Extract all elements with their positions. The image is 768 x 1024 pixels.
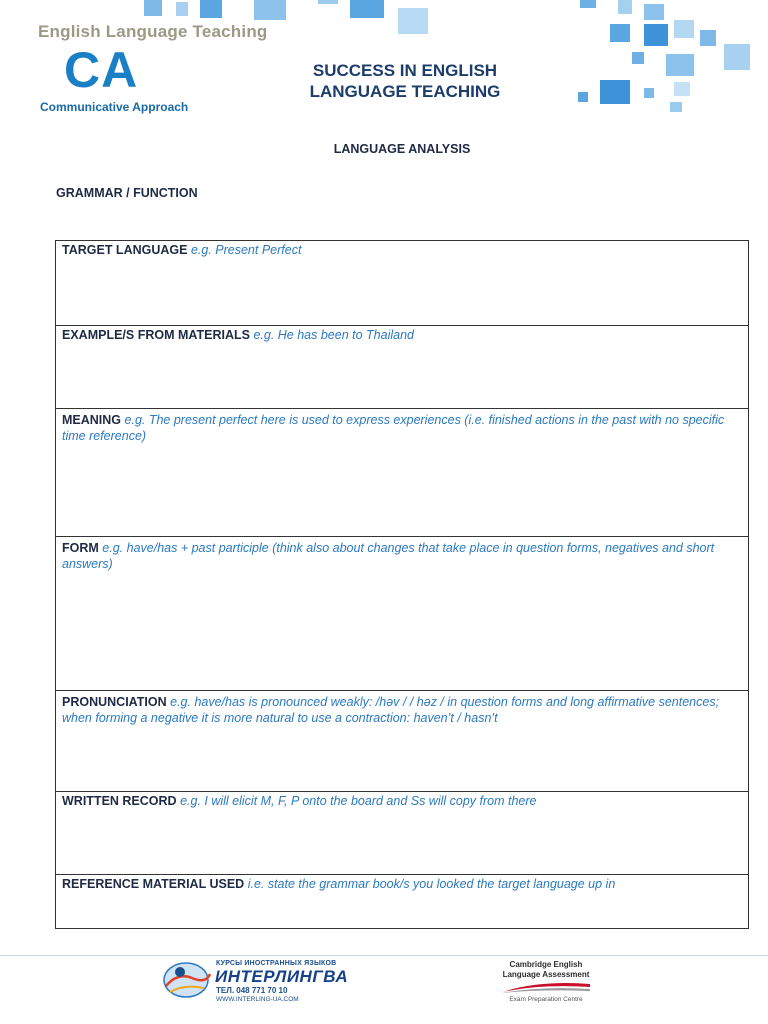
row-label: WRITTEN RECORD [62,794,177,808]
deco-square [318,0,338,4]
deco-square [350,0,384,18]
cambridge-swoosh-icon [500,980,592,994]
deco-square [644,24,668,46]
footer-divider [0,955,768,956]
interlingua-website: WWW.INTERLING-UA.COM [216,996,299,1003]
row-label: PRONUNCIATION [62,695,167,709]
deco-square [578,92,588,102]
analysis-table [55,240,749,929]
deco-square [254,0,286,20]
row-form[interactable] [56,536,748,690]
row-example: i.e. state the grammar book/s you looked the target language up in [247,877,616,891]
deco-square [700,30,716,46]
deco-square [674,82,690,96]
deco-square [144,0,162,16]
deco-square [618,0,632,14]
row-reference-material[interactable] [56,874,748,928]
interlingua-tagline: КУРСЫ ИНОСТРАННЫХ ЯЗЫКОВ [216,960,337,967]
row-pronunciation[interactable] [56,690,748,791]
document-title: LANGUAGE ANALYSIS [333,142,471,156]
headline-line-2: LANGUAGE TEACHING [309,82,501,101]
interlingua-name: ИНТЕРЛИНГВА [215,967,349,986]
interlingua-globe-icon [160,958,212,1000]
deco-square [580,0,596,8]
cambridge-logo-line-2: Language Assessment [502,970,590,979]
row-example: e.g. have/has is pronounced weakly: /həv / / həz / in question forms and long affirmative sentences; when forming a negative it is more natural to use a contraction: haven’t / hasn’t [62,695,720,725]
ca-logo: CA [64,42,139,98]
decorative-squares-right [570,0,768,120]
brand-subtitle: Communicative Approach [40,100,189,114]
row-example: e.g. I will elicit M, F, P onto the board and Ss will copy from there [180,794,537,808]
deco-square [600,80,630,104]
deco-square [632,52,644,64]
row-label: MEANING [62,413,122,427]
deco-square [644,4,664,20]
deco-square [724,44,750,70]
deco-square [176,2,188,16]
deco-square [200,0,222,18]
row-target-language[interactable] [56,241,748,325]
section-label: GRAMMAR / FUNCTION [56,186,198,200]
deco-square [644,88,654,98]
headline-line-1: SUCCESS IN ENGLISH [312,61,498,80]
row-example: e.g. He has been to Thailand [253,328,414,342]
brand-tagline: English Language Teaching [38,22,268,41]
interlingua-phone: ТЕЛ. 048 771 70 10 [216,986,288,995]
row-example: e.g. have/has + past participle (think also about changes that take place in question forms, negatives and short answers) [62,541,715,571]
decorative-squares-left [140,0,440,120]
row-label: REFERENCE MATERIAL USED [62,877,245,891]
row-label: TARGET LANGUAGE [62,243,188,257]
row-example: e.g. The present perfect here is used to express experiences (i.e. finished actions in the past with no specific time reference) [62,413,725,443]
row-label: FORM [62,541,99,555]
deco-square [610,24,630,42]
row-label: EXAMPLE/S FROM MATERIALS [62,328,250,342]
deco-square [398,8,428,34]
row-written-record[interactable] [56,791,748,874]
deco-square [674,20,694,38]
deco-square [666,54,694,76]
row-example: e.g. Present Perfect [190,243,302,257]
row-examples-from-materials[interactable] [56,325,748,408]
deco-square [670,102,682,112]
cambridge-logo-line-3: Exam Preparation Centre [509,996,583,1003]
row-meaning[interactable] [56,408,748,536]
cambridge-logo-line-1: Cambridge English [509,960,583,969]
